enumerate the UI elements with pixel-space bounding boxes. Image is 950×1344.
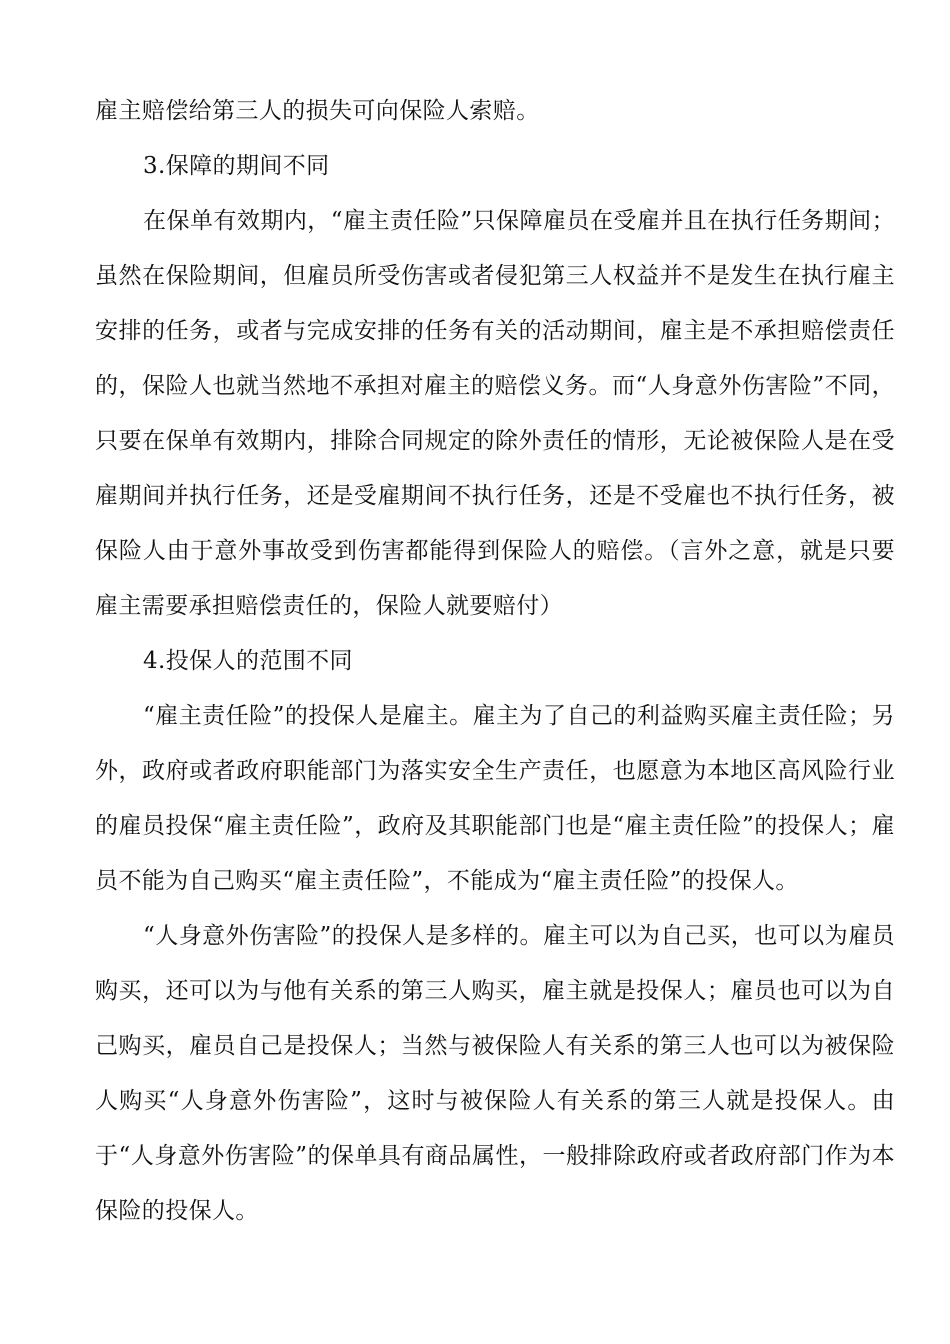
document-body [95,84,895,1239]
paragraph-employer-liability-policyholder: “雇主责任险”的投保人是雇主。雇主为了自己的利益购买雇主责任险；另外，政府或者政府职能部门为落实安全生产责任，也愿意为本地区高风险行业的雇员投保“雇主责任险”，政府及其职能部门也是“雇主责任险”的投保人；雇员不能为自己购买“雇主责任险”，不能成为“雇主责任险”的投保人。 [95,703,895,894]
section-heading-policyholder-scope: 4.投保人的范围不同 [143,648,353,674]
paragraph-continuation: 雇主赔偿给第三人的损失可向保险人索赔。 [95,98,540,124]
section-heading-coverage-period: 3.保障的期间不同 [143,153,330,179]
paragraph-accident-insurance-policyholder: “人身意外伤害险”的投保人是多样的。雇主可以为自己买，也可以为雇员购买，还可以为与他有关系的第三人购买，雇主就是投保人；雇员也可以为自己购买，雇员自己是投保人；当然与被保险人有关系的第三人也可以为被保险人购买“人身意外伤害险”，这时与被保险人有关系的第三人就是投保人。由于“人身意外伤害险”的保单具有商品属性，一般排除政府或者政府部门作为本保险的投保人。 [95,923,895,1224]
paragraph-coverage-period: 在保单有效期内，“雇主责任险”只保障雇员在受雇并且在执行任务期间；虽然在保险期间，但雇员所受伤害或者侵犯第三人权益并不是发生在执行雇主安排的任务，或者与完成安排的任务有关的活动期间，雇主是不承担赔偿责任的，保险人也就当然地不承担对雇主的赔偿义务。而“人身意外伤害险”不同，只要在保单有效期内，排除合同规定的除外责任的情形，无论被保险人是在受雇期间并执行任务，还是受雇期间不执行任务，还是不受雇也不执行任务，被保险人由于意外事故受到伤害都能得到保险人的赔偿。（言外之意，就是只要雇主需要承担赔偿责任的，保险人就要赔付） [95,208,895,619]
